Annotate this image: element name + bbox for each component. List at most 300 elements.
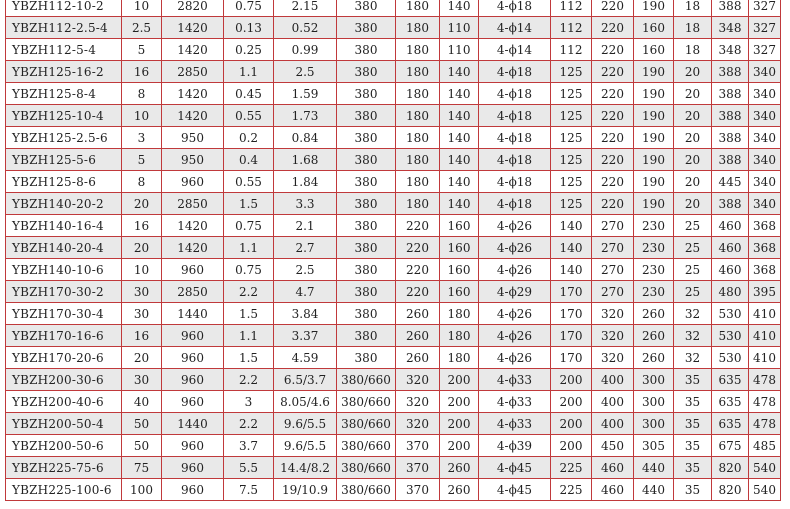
table-cell: 220 — [592, 61, 634, 83]
table-cell: 180 — [440, 347, 479, 369]
table-cell: 0.13 — [224, 17, 274, 39]
table-cell: 170 — [551, 325, 592, 347]
table-cell: 0.55 — [224, 171, 274, 193]
table-cell: 0.55 — [224, 105, 274, 127]
table-cell: 140 — [440, 193, 479, 215]
table-cell: 1420 — [162, 215, 224, 237]
table-cell: 220 — [592, 127, 634, 149]
table-cell: 140 — [551, 215, 592, 237]
table-cell: 20 — [674, 105, 712, 127]
table-row — [6, 215, 781, 237]
table-cell: 4-ϕ18 — [479, 193, 551, 215]
table-cell: 20 — [674, 149, 712, 171]
table-cell: 1.1 — [224, 325, 274, 347]
table-cell: 230 — [634, 281, 674, 303]
table-cell: 348 — [712, 17, 749, 39]
table-row — [6, 259, 781, 281]
table-cell: 1440 — [162, 303, 224, 325]
table-cell: 16 — [122, 61, 162, 83]
model-cell: YBZH200-30-6 — [6, 369, 122, 391]
table-cell: 140 — [440, 0, 479, 17]
table-row — [6, 435, 781, 457]
table-cell: 220 — [592, 0, 634, 17]
model-cell: YBZH170-30-2 — [6, 281, 122, 303]
table-cell: 460 — [712, 215, 749, 237]
table-cell: 110 — [440, 39, 479, 61]
table-cell: 320 — [592, 325, 634, 347]
table-row — [6, 369, 781, 391]
table-cell: 125 — [551, 61, 592, 83]
table-cell: 1.68 — [274, 149, 337, 171]
table-cell: 380 — [337, 347, 396, 369]
table-cell: 32 — [674, 325, 712, 347]
table-cell: 460 — [592, 479, 634, 501]
table-cell: 960 — [162, 325, 224, 347]
table-cell: 380 — [337, 149, 396, 171]
table-row — [6, 479, 781, 501]
table-cell: 388 — [712, 83, 749, 105]
table-cell: 230 — [634, 215, 674, 237]
table-row — [6, 193, 781, 215]
table-cell: 2850 — [162, 281, 224, 303]
model-cell: YBZH200-50-4 — [6, 413, 122, 435]
table-cell: 190 — [634, 193, 674, 215]
table-cell: 180 — [440, 303, 479, 325]
table-cell: 675 — [712, 435, 749, 457]
table-cell: 180 — [396, 149, 440, 171]
table-cell: 960 — [162, 435, 224, 457]
table-cell: 1.59 — [274, 83, 337, 105]
table-cell: 20 — [122, 237, 162, 259]
table-cell: 380 — [337, 17, 396, 39]
table-cell: 380 — [337, 0, 396, 17]
table-cell: 35 — [674, 479, 712, 501]
table-cell: 327 — [749, 39, 781, 61]
table-cell: 6.5/3.7 — [274, 369, 337, 391]
table-cell: 125 — [551, 193, 592, 215]
table-cell: 170 — [551, 347, 592, 369]
table-cell: 400 — [592, 391, 634, 413]
model-cell: YBZH112-2.5-4 — [6, 17, 122, 39]
table-cell: 340 — [749, 105, 781, 127]
table-cell: 4.59 — [274, 347, 337, 369]
table-cell: 260 — [634, 325, 674, 347]
spec-table-container — [5, 0, 780, 501]
table-cell: 400 — [592, 369, 634, 391]
table-cell: 340 — [749, 83, 781, 105]
table-cell: 10 — [122, 0, 162, 17]
table-cell: 478 — [749, 391, 781, 413]
model-cell: YBZH225-75-6 — [6, 457, 122, 479]
spec-table-body — [6, 0, 781, 501]
table-cell: 300 — [634, 391, 674, 413]
table-cell: 2850 — [162, 61, 224, 83]
table-cell: 260 — [634, 347, 674, 369]
table-cell: 300 — [634, 369, 674, 391]
table-cell: 1420 — [162, 39, 224, 61]
table-cell: 75 — [122, 457, 162, 479]
table-cell: 16 — [122, 325, 162, 347]
model-cell: YBZH125-2.5-6 — [6, 127, 122, 149]
table-cell: 1.5 — [224, 193, 274, 215]
table-cell: 260 — [396, 347, 440, 369]
table-cell: 110 — [440, 17, 479, 39]
table-cell: 16 — [122, 215, 162, 237]
table-cell: 4-ϕ26 — [479, 347, 551, 369]
table-cell: 180 — [396, 171, 440, 193]
table-cell: 380 — [337, 127, 396, 149]
table-cell: 125 — [551, 105, 592, 127]
table-cell: 25 — [674, 281, 712, 303]
table-cell: 4-ϕ18 — [479, 0, 551, 17]
table-cell: 160 — [634, 17, 674, 39]
table-cell: 305 — [634, 435, 674, 457]
table-cell: 460 — [712, 259, 749, 281]
table-cell: 478 — [749, 369, 781, 391]
table-cell: 635 — [712, 413, 749, 435]
table-cell: 410 — [749, 347, 781, 369]
table-cell: 410 — [749, 303, 781, 325]
table-cell: 190 — [634, 127, 674, 149]
table-cell: 460 — [592, 457, 634, 479]
table-cell: 20 — [674, 127, 712, 149]
table-cell: 0.75 — [224, 259, 274, 281]
table-cell: 2.2 — [224, 413, 274, 435]
table-cell: 4-ϕ26 — [479, 237, 551, 259]
table-cell: 4-ϕ26 — [479, 325, 551, 347]
table-cell: 0.99 — [274, 39, 337, 61]
table-cell: 3.37 — [274, 325, 337, 347]
table-cell: 220 — [396, 237, 440, 259]
table-cell: 4-ϕ45 — [479, 457, 551, 479]
table-row — [6, 0, 781, 17]
table-cell: 395 — [749, 281, 781, 303]
motor-spec-table — [5, 0, 781, 501]
table-cell: 30 — [122, 369, 162, 391]
table-cell: 18 — [674, 17, 712, 39]
table-cell: 190 — [634, 83, 674, 105]
table-cell: 14.4/8.2 — [274, 457, 337, 479]
table-cell: 4.7 — [274, 281, 337, 303]
table-cell: 327 — [749, 17, 781, 39]
table-cell: 125 — [551, 127, 592, 149]
table-cell: 25 — [674, 237, 712, 259]
table-cell: 530 — [712, 325, 749, 347]
table-cell: 960 — [162, 259, 224, 281]
table-cell: 380 — [337, 325, 396, 347]
model-cell: YBZH140-20-4 — [6, 237, 122, 259]
table-cell: 35 — [674, 369, 712, 391]
table-cell: 380 — [337, 105, 396, 127]
table-cell: 2.5 — [274, 259, 337, 281]
table-cell: 960 — [162, 479, 224, 501]
table-cell: 380 — [337, 281, 396, 303]
model-cell: YBZH170-30-4 — [6, 303, 122, 325]
table-cell: 18 — [674, 0, 712, 17]
table-cell: 125 — [551, 149, 592, 171]
table-cell: 1.1 — [224, 237, 274, 259]
table-cell: 960 — [162, 347, 224, 369]
model-cell: YBZH125-16-2 — [6, 61, 122, 83]
table-cell: 220 — [592, 149, 634, 171]
table-cell: 112 — [551, 0, 592, 17]
table-cell: 820 — [712, 457, 749, 479]
table-cell: 270 — [592, 215, 634, 237]
table-cell: 388 — [712, 0, 749, 17]
model-cell: YBZH125-5-6 — [6, 149, 122, 171]
table-cell: 380 — [337, 61, 396, 83]
table-cell: 140 — [440, 61, 479, 83]
table-cell: 388 — [712, 127, 749, 149]
table-cell: 200 — [440, 435, 479, 457]
table-cell: 5 — [122, 149, 162, 171]
table-cell: 20 — [674, 83, 712, 105]
table-cell: 4-ϕ14 — [479, 17, 551, 39]
table-cell: 2.7 — [274, 237, 337, 259]
table-cell: 1.5 — [224, 347, 274, 369]
table-cell: 4-ϕ14 — [479, 39, 551, 61]
table-cell: 0.25 — [224, 39, 274, 61]
table-cell: 2.15 — [274, 0, 337, 17]
table-row — [6, 413, 781, 435]
table-cell: 300 — [634, 413, 674, 435]
table-cell: 1420 — [162, 237, 224, 259]
table-cell: 3 — [122, 127, 162, 149]
table-row — [6, 127, 781, 149]
table-cell: 380 — [337, 259, 396, 281]
table-cell: 200 — [551, 369, 592, 391]
model-cell: YBZH225-100-6 — [6, 479, 122, 501]
table-cell: 960 — [162, 369, 224, 391]
table-cell: 388 — [712, 61, 749, 83]
table-cell: 25 — [674, 259, 712, 281]
table-cell: 4-ϕ33 — [479, 391, 551, 413]
table-cell: 635 — [712, 391, 749, 413]
table-row — [6, 171, 781, 193]
table-cell: 190 — [634, 171, 674, 193]
table-cell: 10 — [122, 259, 162, 281]
table-cell: 4-ϕ18 — [479, 61, 551, 83]
table-cell: 2.1 — [274, 215, 337, 237]
model-cell: YBZH125-8-4 — [6, 83, 122, 105]
table-cell: 220 — [592, 171, 634, 193]
table-cell: 4-ϕ18 — [479, 83, 551, 105]
table-cell: 388 — [712, 105, 749, 127]
table-cell: 30 — [122, 303, 162, 325]
table-cell: 540 — [749, 479, 781, 501]
table-cell: 380/660 — [337, 435, 396, 457]
table-cell: 4-ϕ18 — [479, 149, 551, 171]
table-cell: 190 — [634, 0, 674, 17]
table-cell: 260 — [440, 479, 479, 501]
table-cell: 190 — [634, 105, 674, 127]
table-cell: 180 — [396, 83, 440, 105]
table-cell: 530 — [712, 347, 749, 369]
table-cell: 225 — [551, 479, 592, 501]
table-cell: 380 — [337, 39, 396, 61]
table-cell: 0.4 — [224, 149, 274, 171]
table-cell: 190 — [634, 149, 674, 171]
table-cell: 327 — [749, 0, 781, 17]
table-cell: 0.75 — [224, 0, 274, 17]
table-cell: 19/10.9 — [274, 479, 337, 501]
table-cell: 368 — [749, 259, 781, 281]
table-cell: 220 — [592, 17, 634, 39]
table-cell: 160 — [440, 259, 479, 281]
model-cell: YBZH140-16-4 — [6, 215, 122, 237]
table-cell: 180 — [396, 0, 440, 17]
table-cell: 0.45 — [224, 83, 274, 105]
table-cell: 220 — [396, 259, 440, 281]
table-cell: 200 — [440, 391, 479, 413]
table-cell: 220 — [396, 281, 440, 303]
table-cell: 380/660 — [337, 391, 396, 413]
table-cell: 160 — [440, 281, 479, 303]
table-cell: 20 — [122, 193, 162, 215]
table-cell: 9.6/5.5 — [274, 413, 337, 435]
table-cell: 5.5 — [224, 457, 274, 479]
table-cell: 40 — [122, 391, 162, 413]
table-cell: 50 — [122, 435, 162, 457]
table-cell: 1.84 — [274, 171, 337, 193]
table-cell: 180 — [396, 39, 440, 61]
table-cell: 160 — [634, 39, 674, 61]
table-cell: 220 — [592, 193, 634, 215]
table-cell: 200 — [440, 413, 479, 435]
table-cell: 35 — [674, 457, 712, 479]
table-cell: 380 — [337, 193, 396, 215]
table-cell: 380 — [337, 303, 396, 325]
table-cell: 440 — [634, 479, 674, 501]
table-cell: 3 — [224, 391, 274, 413]
table-row — [6, 457, 781, 479]
table-cell: 340 — [749, 149, 781, 171]
table-row — [6, 83, 781, 105]
table-cell: 100 — [122, 479, 162, 501]
table-cell: 220 — [396, 215, 440, 237]
table-cell: 960 — [162, 391, 224, 413]
table-cell: 2.2 — [224, 369, 274, 391]
table-cell: 445 — [712, 171, 749, 193]
table-cell: 180 — [396, 17, 440, 39]
table-cell: 125 — [551, 83, 592, 105]
table-cell: 530 — [712, 303, 749, 325]
table-cell: 4-ϕ26 — [479, 215, 551, 237]
model-cell: YBZH112-5-4 — [6, 39, 122, 61]
table-cell: 180 — [396, 61, 440, 83]
table-cell: 0.84 — [274, 127, 337, 149]
table-cell: 160 — [440, 237, 479, 259]
table-cell: 112 — [551, 17, 592, 39]
model-cell: YBZH140-10-6 — [6, 259, 122, 281]
table-cell: 3.84 — [274, 303, 337, 325]
table-cell: 8 — [122, 83, 162, 105]
table-row — [6, 303, 781, 325]
table-row — [6, 61, 781, 83]
table-cell: 950 — [162, 149, 224, 171]
table-cell: 340 — [749, 171, 781, 193]
table-cell: 820 — [712, 479, 749, 501]
table-cell: 4-ϕ33 — [479, 369, 551, 391]
table-cell: 0.2 — [224, 127, 274, 149]
table-cell: 380/660 — [337, 413, 396, 435]
table-cell: 230 — [634, 237, 674, 259]
table-cell: 320 — [396, 413, 440, 435]
table-cell: 270 — [592, 259, 634, 281]
table-cell: 0.52 — [274, 17, 337, 39]
table-cell: 260 — [396, 325, 440, 347]
table-cell: 20 — [674, 171, 712, 193]
table-cell: 0.75 — [224, 215, 274, 237]
table-cell: 2850 — [162, 193, 224, 215]
table-cell: 200 — [551, 413, 592, 435]
table-cell: 180 — [396, 193, 440, 215]
table-cell: 1.73 — [274, 105, 337, 127]
table-cell: 3.7 — [224, 435, 274, 457]
model-cell: YBZH112-10-2 — [6, 0, 122, 17]
table-cell: 20 — [674, 193, 712, 215]
table-cell: 260 — [396, 303, 440, 325]
table-cell: 20 — [674, 61, 712, 83]
table-cell: 8 — [122, 171, 162, 193]
table-cell: 225 — [551, 457, 592, 479]
table-cell: 370 — [396, 457, 440, 479]
table-cell: 32 — [674, 303, 712, 325]
table-row — [6, 281, 781, 303]
table-cell: 368 — [749, 215, 781, 237]
table-cell: 220 — [592, 83, 634, 105]
model-cell: YBZH125-8-6 — [6, 171, 122, 193]
table-row — [6, 237, 781, 259]
table-cell: 270 — [592, 237, 634, 259]
table-cell: 180 — [396, 105, 440, 127]
table-cell: 35 — [674, 413, 712, 435]
table-cell: 7.5 — [224, 479, 274, 501]
table-cell: 1440 — [162, 413, 224, 435]
table-cell: 170 — [551, 303, 592, 325]
table-cell: 180 — [396, 127, 440, 149]
table-row — [6, 347, 781, 369]
table-cell: 388 — [712, 193, 749, 215]
table-row — [6, 149, 781, 171]
model-cell: YBZH125-10-4 — [6, 105, 122, 127]
table-cell: 35 — [674, 435, 712, 457]
table-cell: 140 — [440, 149, 479, 171]
table-cell: 260 — [634, 303, 674, 325]
model-cell: YBZH200-50-6 — [6, 435, 122, 457]
table-cell: 32 — [674, 347, 712, 369]
table-cell: 230 — [634, 259, 674, 281]
table-cell: 380 — [337, 171, 396, 193]
table-row — [6, 17, 781, 39]
table-cell: 370 — [396, 435, 440, 457]
table-cell: 4-ϕ26 — [479, 303, 551, 325]
table-cell: 340 — [749, 127, 781, 149]
table-cell: 3.3 — [274, 193, 337, 215]
table-cell: 1420 — [162, 105, 224, 127]
model-cell: YBZH200-40-6 — [6, 391, 122, 413]
table-cell: 450 — [592, 435, 634, 457]
table-cell: 4-ϕ26 — [479, 259, 551, 281]
table-cell: 368 — [749, 237, 781, 259]
table-cell: 140 — [440, 171, 479, 193]
table-cell: 4-ϕ45 — [479, 479, 551, 501]
table-cell: 320 — [592, 303, 634, 325]
table-cell: 200 — [440, 369, 479, 391]
model-cell: YBZH170-20-6 — [6, 347, 122, 369]
table-cell: 112 — [551, 39, 592, 61]
table-cell: 260 — [440, 457, 479, 479]
